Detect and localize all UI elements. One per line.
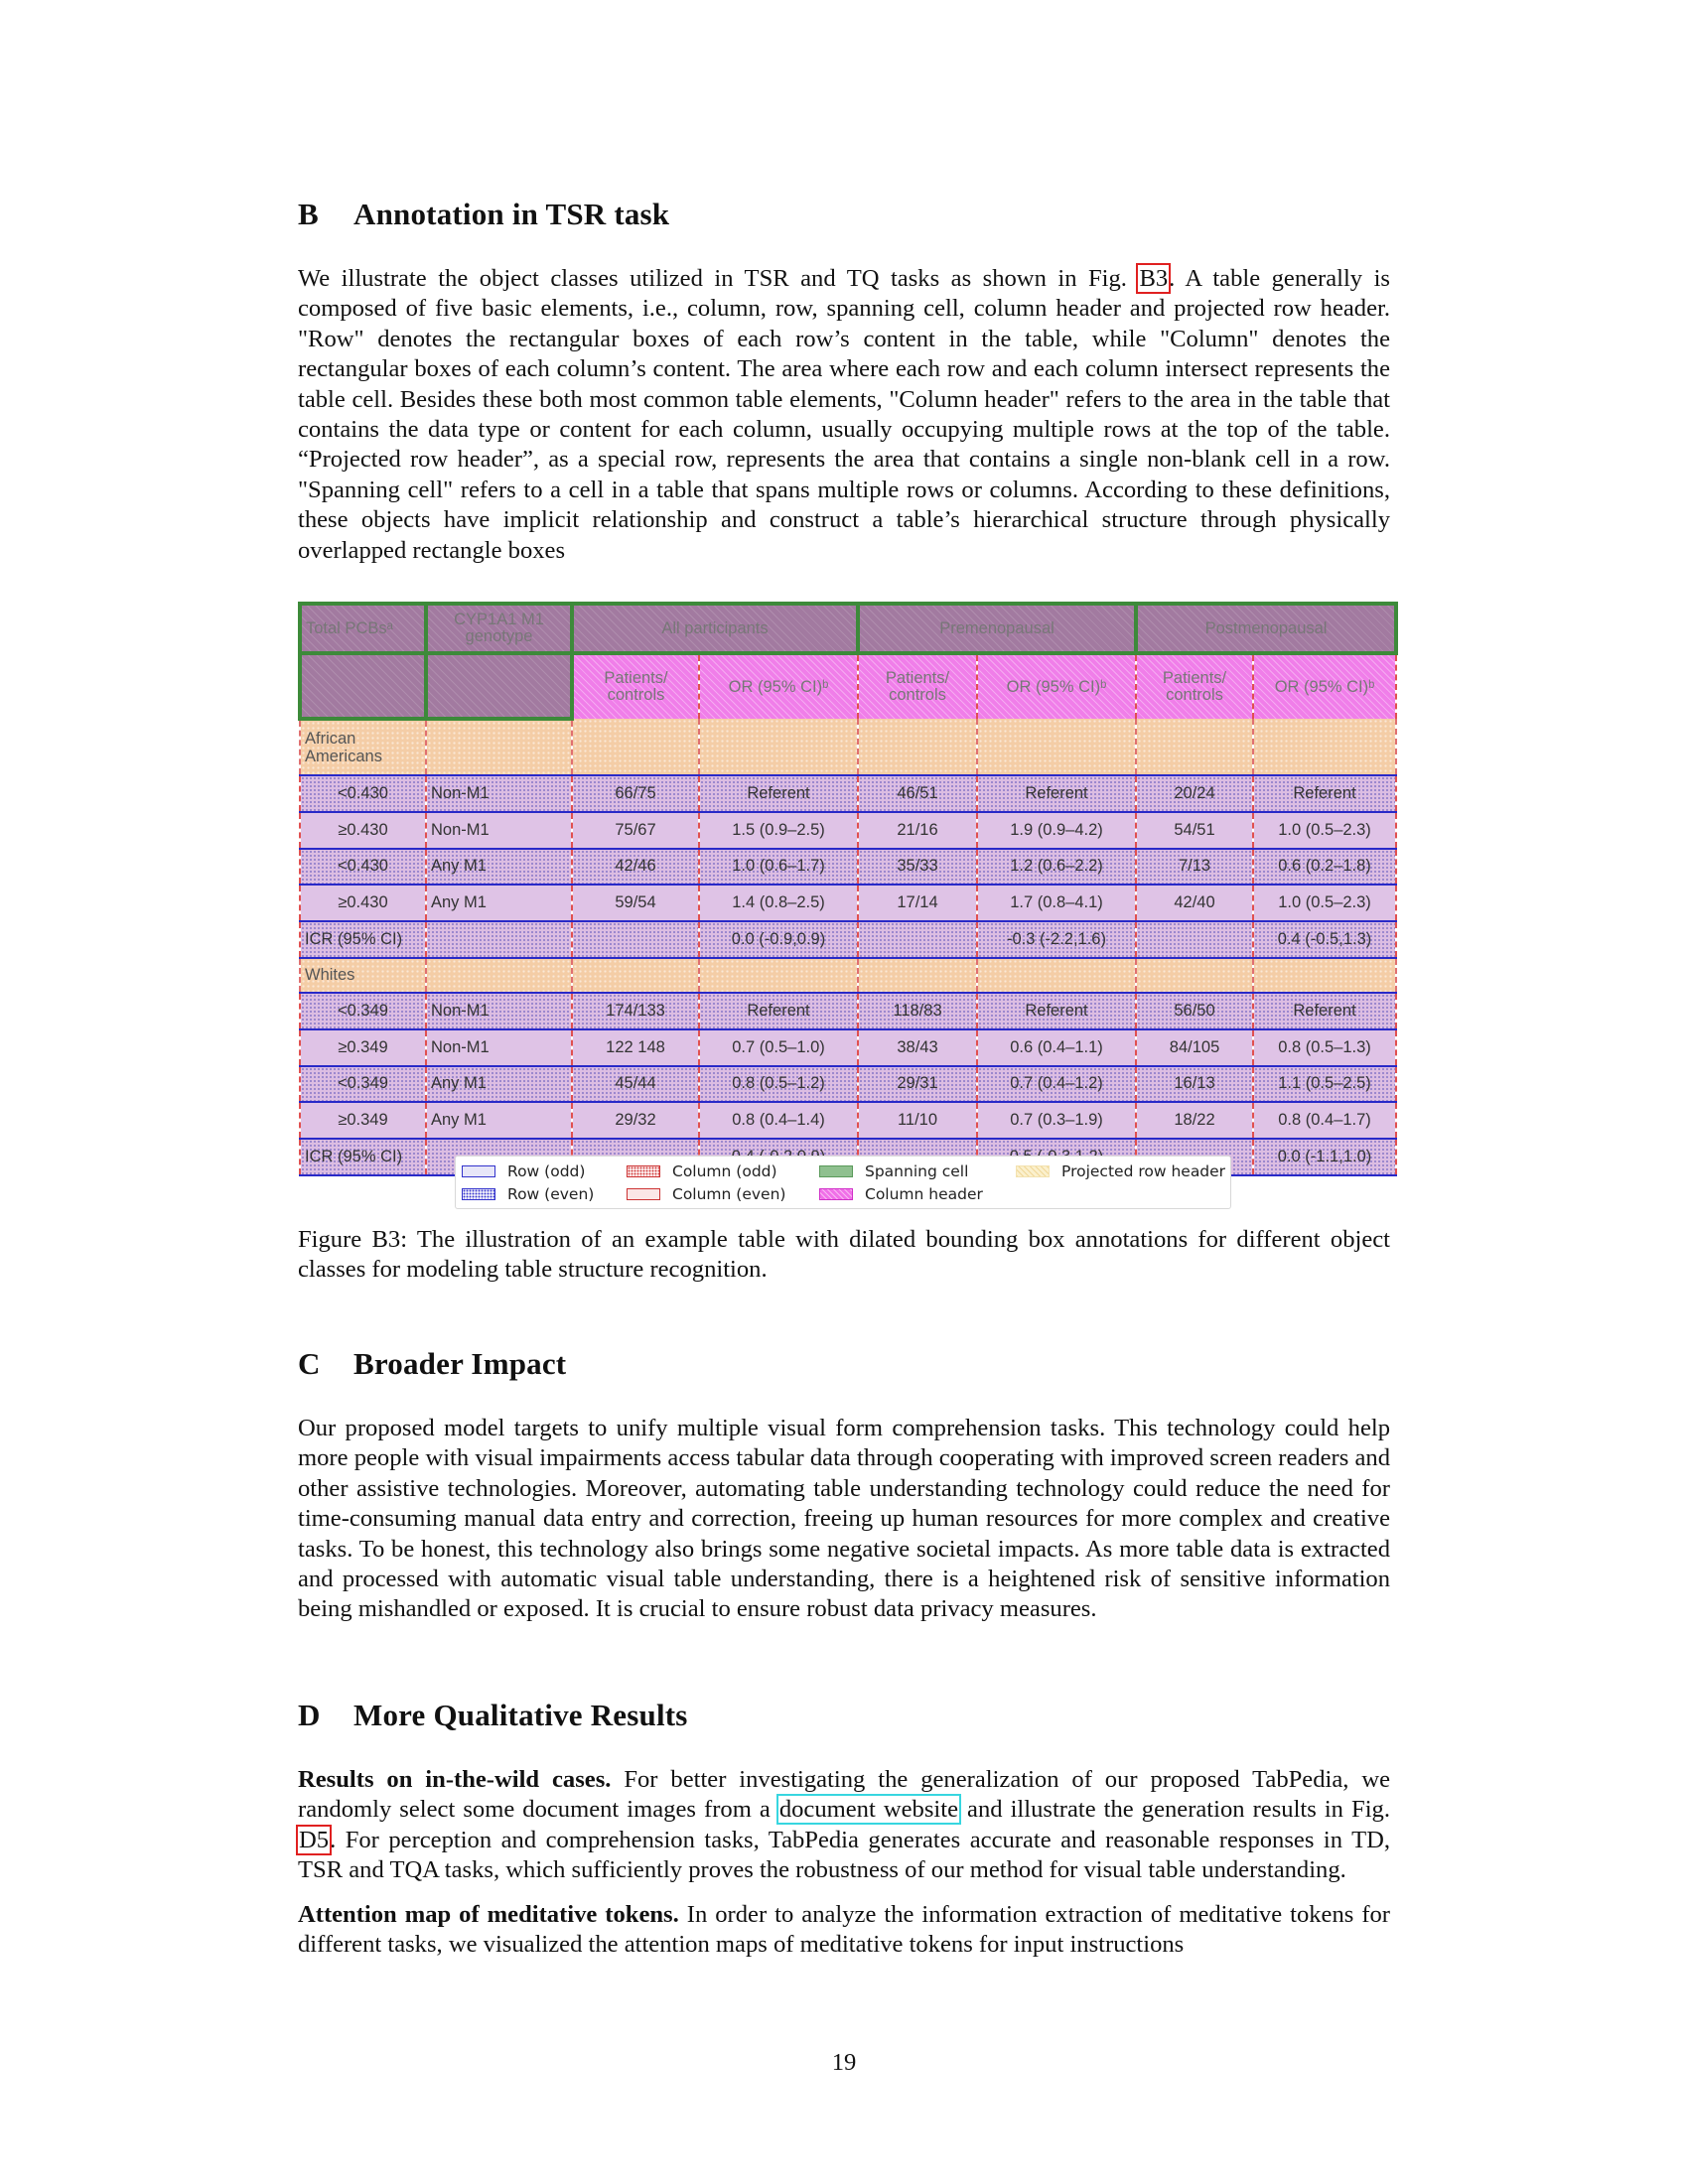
table-cell: ≥0.430 [300,812,426,849]
table-cell [426,719,572,775]
table-cell: 84/105 [1136,1029,1253,1066]
table-row [300,993,1396,1029]
table-cell: 11/10 [858,1102,977,1139]
column-header-swatch [819,1188,853,1200]
text-span: and illustrate the generation results in Fig. [958,1796,1390,1824]
table-cell: Any M1 [426,849,572,886]
table-cell [977,719,1136,775]
table-cell: <0.430 [300,849,426,886]
table-cell [572,958,699,993]
table-cell: 29/32 [572,1102,699,1139]
table-cell: 1.4 (0.8–2.5) [699,885,858,921]
table-cell: 54/51 [1136,812,1253,849]
section-b-title: Annotation in TSR task [353,197,670,231]
table-cell: 56/50 [1136,993,1253,1029]
section-c-heading [298,1346,1390,1382]
table-cell: 1.1 (0.5–2.5) [1253,1066,1396,1103]
figure-caption [298,1225,1390,1286]
section-d-number: D [298,1698,321,1732]
row-even-swatch [462,1188,495,1200]
table-cell: 35/33 [858,849,977,886]
table-cell: ≥0.349 [300,1029,426,1066]
section-c-paragraph: Our proposed model targets to unify multiple visual form comprehension tasks. This technology could help more people with visual impairments access tabular data through cooperating with improved screen readers and other assistive technologies. Moreover, automating table understanding technology could reduce the need for time-consuming manual data entry and correction, freeing up human resources for more complex and creative tasks. To be honest, this technology also brings some negative societal impacts. As more table data is extracted and processed with automatic visual table understanding, there is a heightened risk of sensitive information being mishandled or exposed. It is crucial to ensure robust data privacy measures. [298,1415,1390,1623]
table-row [300,775,1396,812]
row-odd-swatch [462,1165,495,1177]
table-cell: 1.7 (0.8–4.1) [977,885,1136,921]
header-patients-controls-post: Patients/ controls [1136,653,1253,719]
table-cell: 66/75 [572,775,699,812]
table-cell: <0.349 [300,993,426,1029]
legend-row-odd [462,1161,585,1181]
legend-label: Row (odd) [507,1162,586,1180]
table-cell [426,921,572,958]
figure-ref-b3-link[interactable]: B3 [1139,265,1169,292]
table-row [300,1029,1396,1066]
table-cell: 174/133 [572,993,699,1029]
table-cell: 46/51 [858,775,977,812]
table-cell: 0.4 (-0.5,1.3) [1253,921,1396,958]
header-or-post: OR (95% CI)ᵇ [1253,653,1396,719]
spanning-cell-swatch [819,1165,853,1177]
table-cell: Non-M1 [426,1029,572,1066]
table-cell [1136,958,1253,993]
legend-label: Column header [865,1185,983,1203]
table-cell: ≥0.349 [300,1102,426,1139]
table-cell: Any M1 [426,1102,572,1139]
legend-column-even [627,1184,785,1204]
group-label-african-americans: African Americans [300,719,426,775]
legend-spanning-cell [819,1161,968,1181]
table-cell: 0.7 (0.3–1.9) [977,1102,1136,1139]
header-all-participants: All participants [572,604,858,653]
table-cell: Referent [699,775,858,812]
column-even-swatch [627,1188,660,1200]
table-cell: 1.5 (0.9–2.5) [699,812,858,849]
table-cell [699,958,858,993]
table-cell: 0.8 (0.5–1.3) [1253,1029,1396,1066]
table-cell [1136,719,1253,775]
table-cell: 59/54 [572,885,699,921]
header-or-pre: OR (95% CI)ᵇ [977,653,1136,719]
text-span: In order to analyze the information extraction of meditative tokens for different tasks, we visualized the attention maps of meditative tokens for input instructions [298,1900,1390,1959]
legend-label: Column (even) [672,1185,786,1203]
section-c-number: C [298,1346,321,1381]
table-cell: Referent [1253,775,1396,812]
table-cell: Referent [977,993,1136,1029]
table-cell [1253,719,1396,775]
table-cell: ICR (95% CI) [300,921,426,958]
section-b [298,197,1390,232]
table-cell: 42/46 [572,849,699,886]
section-d [298,1698,1390,1733]
table-cell: 38/43 [858,1029,977,1066]
section-b-body [298,264,1390,566]
legend-row-even [462,1184,594,1204]
figure-b3 [298,602,1394,1203]
table-cell: 1.0 (0.5–2.3) [1253,812,1396,849]
table-cell: 0.7 (0.5–1.0) [699,1029,858,1066]
header-total-pcbs: Total PCBsᵃ [300,604,426,653]
projected-row-header [300,719,1396,775]
table-cell [1136,921,1253,958]
table-cell: 45/44 [572,1066,699,1103]
header-patients-controls-pre: Patients/ controls [858,653,977,719]
table-cell [699,719,858,775]
table-cell: Any M1 [426,1066,572,1103]
section-b-paragraph [298,264,1390,566]
legend-label: Column (odd) [672,1162,777,1180]
table-cell: Referent [699,993,858,1029]
legend-label: Spanning cell [865,1162,969,1180]
section-c-body [298,1414,1390,1625]
legend-column-header [819,1184,983,1204]
table-cell: 17/14 [858,885,977,921]
table-cell: 1.0 (0.5–2.3) [1253,885,1396,921]
header-blank-1 [300,653,426,719]
column-odd-swatch [627,1165,660,1177]
table-cell [572,719,699,775]
table-cell: 29/31 [858,1066,977,1103]
document-website-link[interactable]: document website [778,1796,958,1824]
header-genotype: CYP1A1 M1 genotype [426,604,572,653]
table-row [300,921,1396,958]
table-cell: 0.6 (0.4–1.1) [977,1029,1136,1066]
section-d-paragraph-1 [298,1765,1390,1886]
header-postmenopausal: Postmenopausal [1136,604,1396,653]
table-cell: 75/67 [572,812,699,849]
table-row [300,812,1396,849]
paragraph-run-in-title: Attention map of meditative tokens. [298,1900,679,1928]
group-label-whites: Whites [300,958,426,993]
table-cell: ICR (95% CI) [300,1139,426,1175]
section-c-title: Broader Impact [353,1346,567,1381]
table-cell: ≥0.430 [300,885,426,921]
page-number: 19 [831,2049,857,2076]
table-cell: 122 148 [572,1029,699,1066]
header-premenopausal: Premenopausal [858,604,1136,653]
table-row [300,885,1396,921]
legend-projected-row-header [1016,1161,1225,1181]
table-cell: 42/40 [1136,885,1253,921]
text-span: . A table generally is composed of five basic elements, i.e., column, row, spanning cell, column header and projected row header. "Row" denotes the rectangular boxes of each row’s content in the table, while "Column" denotes the rectangular boxes of each column’s content. The area where each row and each column intersect represents the table cell. Besides these both most common table elements, "Column header" refers to the area in the table that contains the data type or content for each column, usually occupying multiple rows at the top of the table. “Projected row header”, as a special row, represents the area that contains a single non-blank cell in a row. "Spanning cell" refers to a cell in a table that spans multiple rows or columns. According to these definitions, these objects have implicit relationship and construct a table’s hierarchical structure through physically overlapped rectangle boxes [298,265,1391,564]
table-cell: 1.9 (0.9–4.2) [977,812,1136,849]
section-b-heading [298,197,1390,232]
table-header-row-1 [300,604,1396,653]
table-cell: 0.6 (0.2–1.8) [1253,849,1396,886]
text-span: . For perception and comprehension tasks, TabPedia generates accurate and reasonable responses in TD, TSR and TQA tasks, which sufficiently proves the robustness of our method for visual table understanding. [298,1826,1390,1884]
table-cell: 7/13 [1136,849,1253,886]
table-cell: 0.8 (0.4–1.4) [699,1102,858,1139]
figure-legend [455,1156,1231,1209]
header-blank-2 [426,653,572,719]
section-d-paragraph-2 [298,1900,1390,1961]
table-cell: 0.7 (0.4–1.2) [977,1066,1136,1103]
table-cell: 0.8 (0.4–1.7) [1253,1102,1396,1139]
text-span: We illustrate the object classes utilized in TSR and TQ tasks as shown in Fig. [298,265,1139,292]
table-row [300,1066,1396,1103]
table-cell: Non-M1 [426,775,572,812]
table-cell: 20/24 [1136,775,1253,812]
section-c [298,1346,1390,1382]
table-row [300,1102,1396,1139]
table-cell: 16/13 [1136,1066,1253,1103]
table-cell [858,921,977,958]
header-or-all: OR (95% CI)ᵇ [699,653,858,719]
figure-b3-caption: Figure B3: The illustration of an example table with dilated bounding box annotations for different object classes for modeling table structure recognition. [298,1226,1390,1284]
header-patients-controls-all: Patients/ controls [572,653,699,719]
table-cell: Any M1 [426,885,572,921]
section-d-heading [298,1698,1390,1733]
table-cell: -0.3 (-2.2,1.6) [977,921,1136,958]
section-d-body [298,1765,1390,1960]
table-cell [858,958,977,993]
table-cell [426,958,572,993]
projected-row-header-swatch [1016,1165,1050,1177]
table-cell: 1.2 (0.6–2.2) [977,849,1136,886]
legend-label: Row (even) [507,1185,595,1203]
table-cell: 0.0 (-1.1,1.0) [1253,1139,1396,1175]
table-header-row-2 [300,653,1396,719]
section-b-number: B [298,197,319,231]
table-cell: <0.349 [300,1066,426,1103]
text-span: For better investigating the generalization of our proposed TabPedia, we randomly select some document images from a [298,1766,1390,1824]
annotated-example-table [298,602,1398,1176]
table-cell: <0.430 [300,775,426,812]
table-cell: Referent [977,775,1136,812]
table-cell: Non-M1 [426,993,572,1029]
figure-ref-d5-link[interactable]: D5 [299,1826,330,1853]
table-cell [858,719,977,775]
legend-label: Projected row header [1061,1162,1226,1180]
table-cell [977,958,1136,993]
projected-row-header [300,958,1396,993]
table-cell: 18/22 [1136,1102,1253,1139]
table-cell [1253,958,1396,993]
table-cell [572,921,699,958]
table-cell: 1.0 (0.6–1.7) [699,849,858,886]
section-d-title: More Qualitative Results [353,1698,688,1732]
table-cell: 0.8 (0.5–1.2) [699,1066,858,1103]
table-cell: Referent [1253,993,1396,1029]
paragraph-run-in-title: Results on in-the-wild cases. [298,1766,612,1793]
legend-column-odd [627,1161,777,1181]
table-cell: 21/16 [858,812,977,849]
table-cell: 0.0 (-0.9,0.9) [699,921,858,958]
table-cell: Non-M1 [426,812,572,849]
table-row [300,849,1396,886]
table-cell: 118/83 [858,993,977,1029]
